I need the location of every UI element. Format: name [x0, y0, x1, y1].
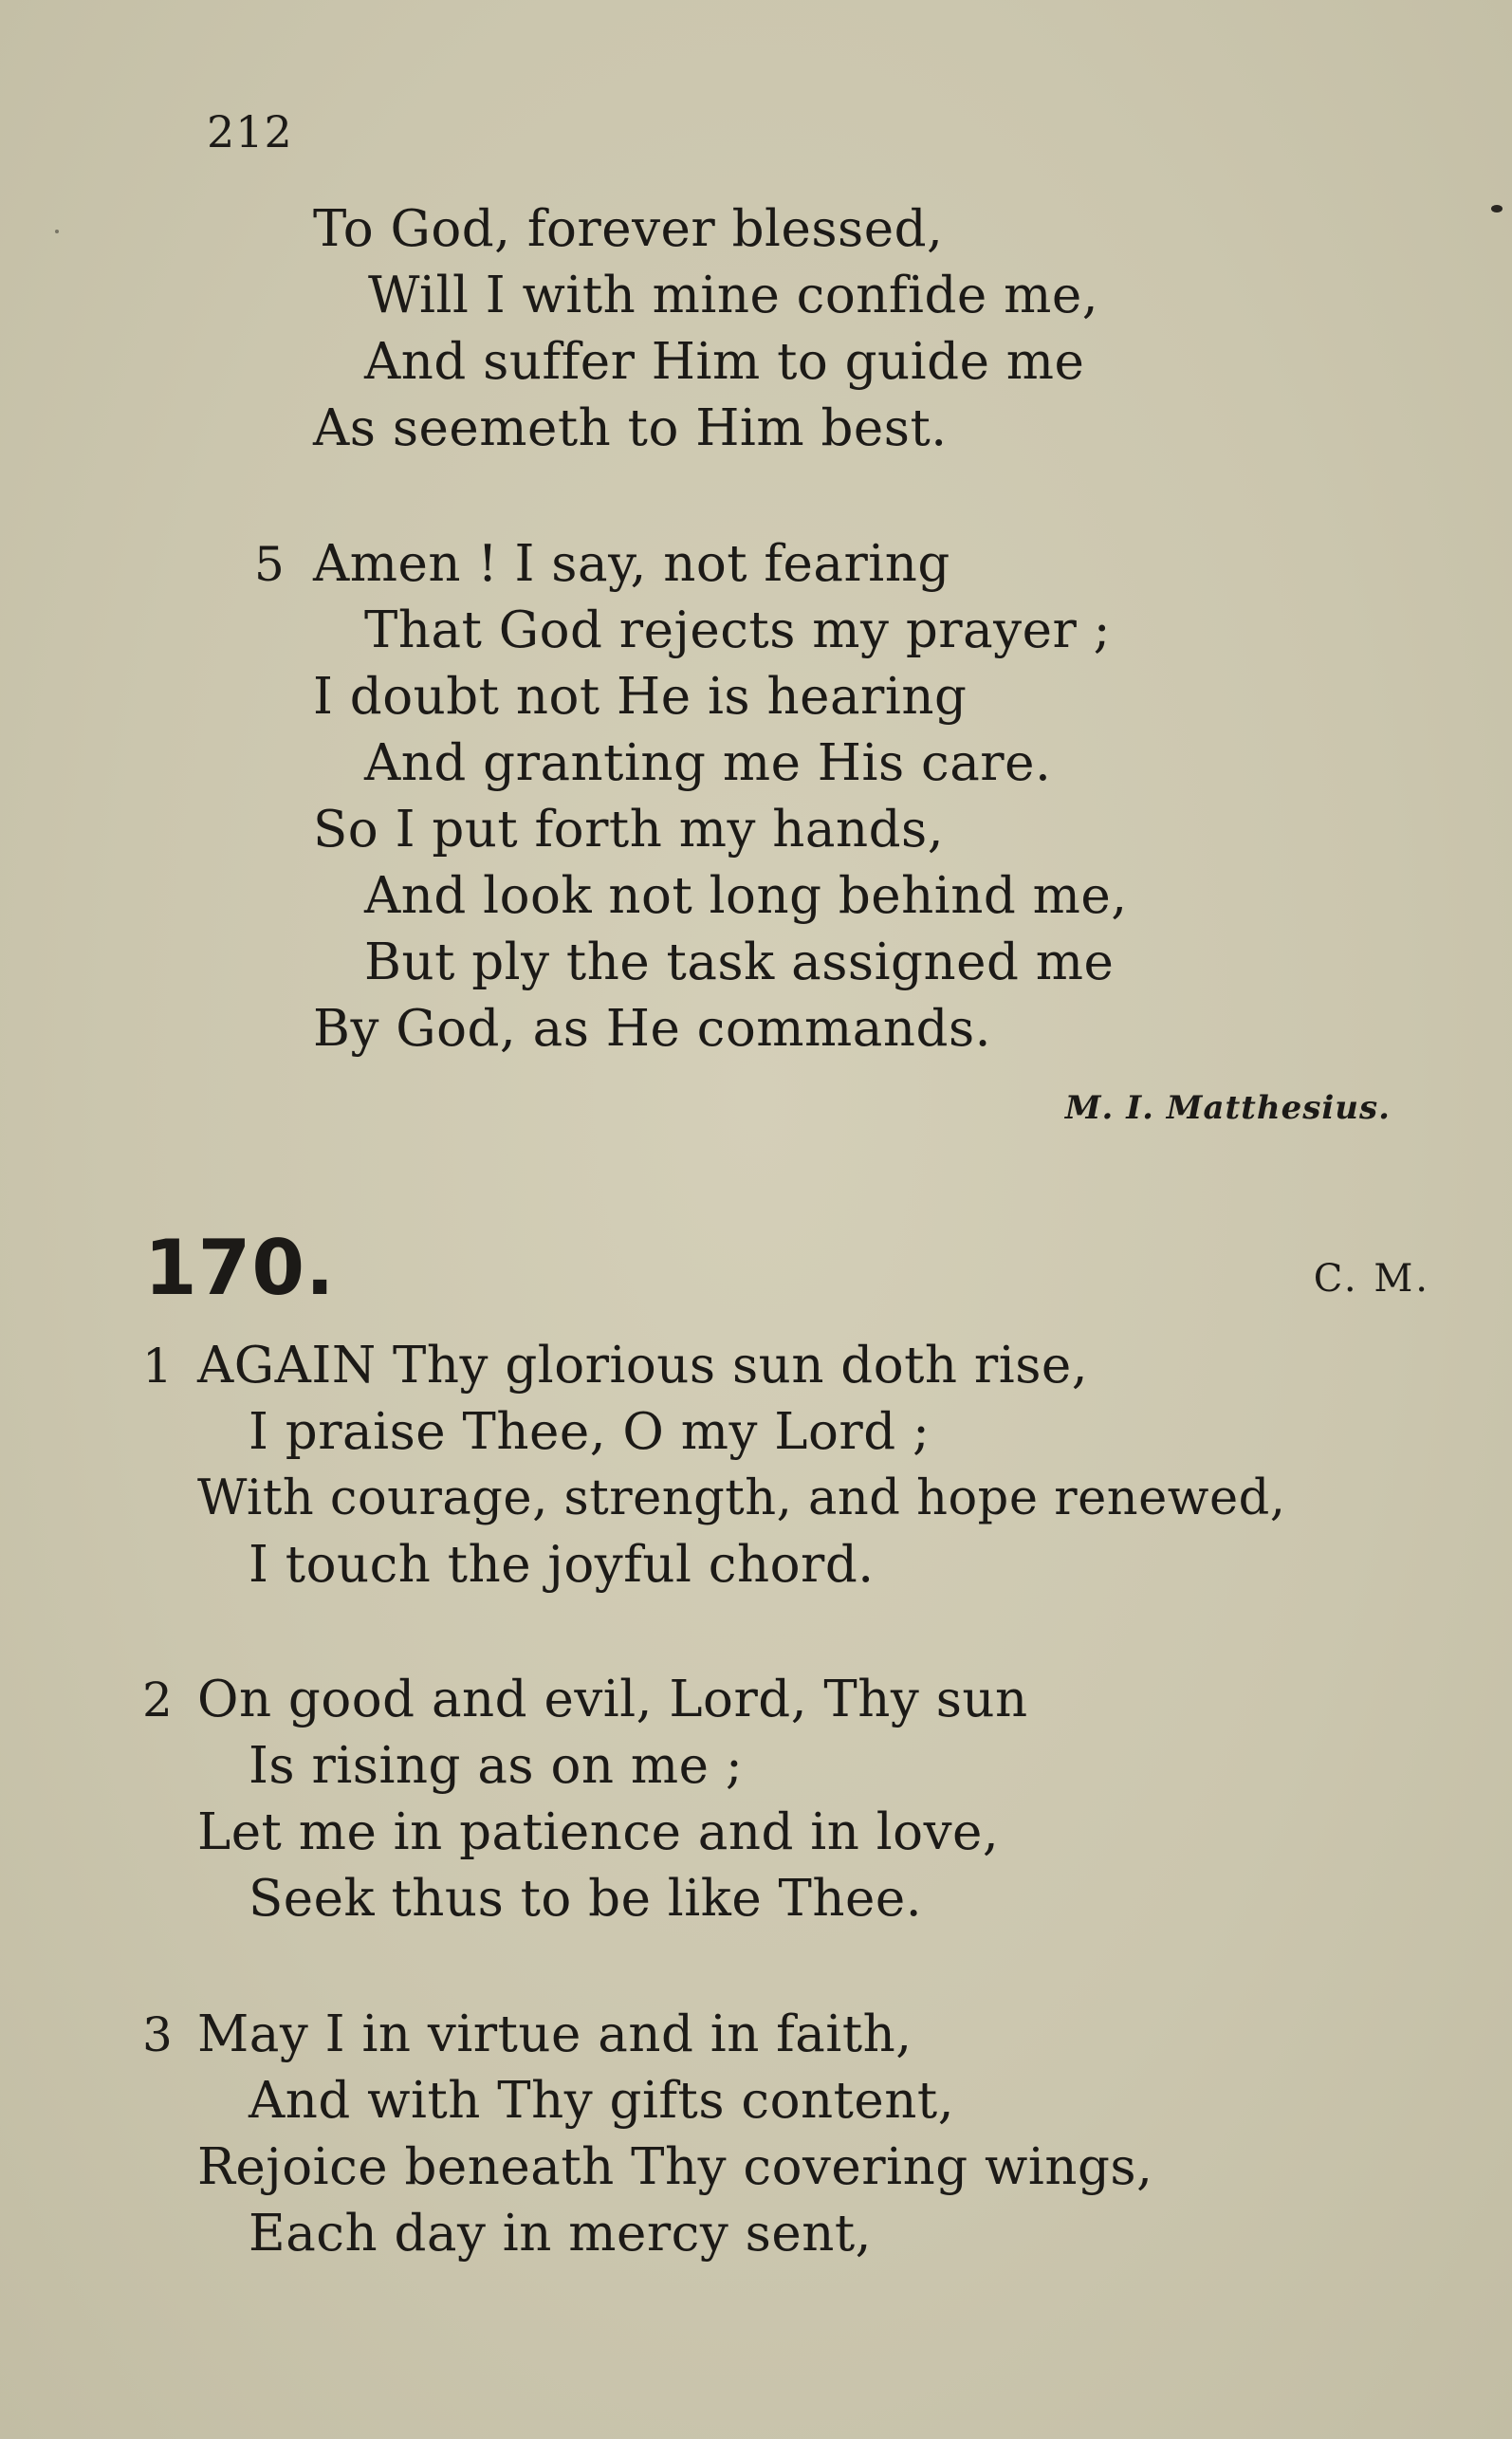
verse-line: Is rising as on me ; [249, 1737, 744, 1795]
verse-line: Seek thus to be like Thee. [249, 1870, 923, 1928]
verse-line: AGAIN Thy glorious sun doth rise, [197, 1337, 1089, 1395]
verse-line: Will I with mine confide me, [368, 267, 1099, 324]
page-number: 212 [207, 106, 293, 157]
verse-line: As seemeth to Him best. [313, 399, 948, 457]
verse-line: May I in virtue and in faith, [197, 2005, 913, 2063]
verse-line: And with Thy gifts content, [249, 2072, 955, 2130]
ink-speck [55, 230, 59, 233]
verse-line: But ply the task assigned me [364, 933, 1115, 991]
verse-line: To God, forever blessed, [313, 200, 944, 258]
verse-line: By God, as He commands. [313, 1000, 991, 1058]
verse-line: And suffer Him to guide me [364, 333, 1085, 391]
author-attribution: M. I. Matthesius. [1064, 1089, 1391, 1127]
hymn-meter: C. M. [1313, 1257, 1430, 1301]
stanza-number: 2 [142, 1672, 173, 1728]
verse-line: I doubt not He is hearing [313, 668, 968, 726]
stanza-number: 3 [142, 2007, 173, 2062]
hymn-number: 170. [144, 1224, 336, 1312]
verse-line: And look not long behind me, [364, 867, 1128, 925]
verse-line: I praise Thee, O my Lord ; [249, 1403, 931, 1461]
verse-line: Rejoice beneath Thy covering wings, [197, 2138, 1153, 2196]
ink-speck [1491, 205, 1503, 212]
verse-line: On good and evil, Lord, Thy sun [197, 1671, 1028, 1728]
verse-line: I touch the joyful chord. [249, 1536, 875, 1594]
verse-line: With courage, strength, and hope renewed, [197, 1470, 1286, 1526]
verse-line: And granting me His care. [364, 734, 1052, 792]
verse-line: Let me in patience and in love, [197, 1803, 1000, 1861]
verse-line: So I put forth my hands, [313, 801, 945, 859]
stanza-number: 5 [254, 537, 285, 592]
stanza-number: 1 [142, 1339, 173, 1394]
verse-line: Amen ! I say, not fearing [313, 535, 950, 593]
verse-line: Each day in mercy sent, [249, 2205, 872, 2263]
verse-line: That God rejects my prayer ; [364, 601, 1112, 659]
